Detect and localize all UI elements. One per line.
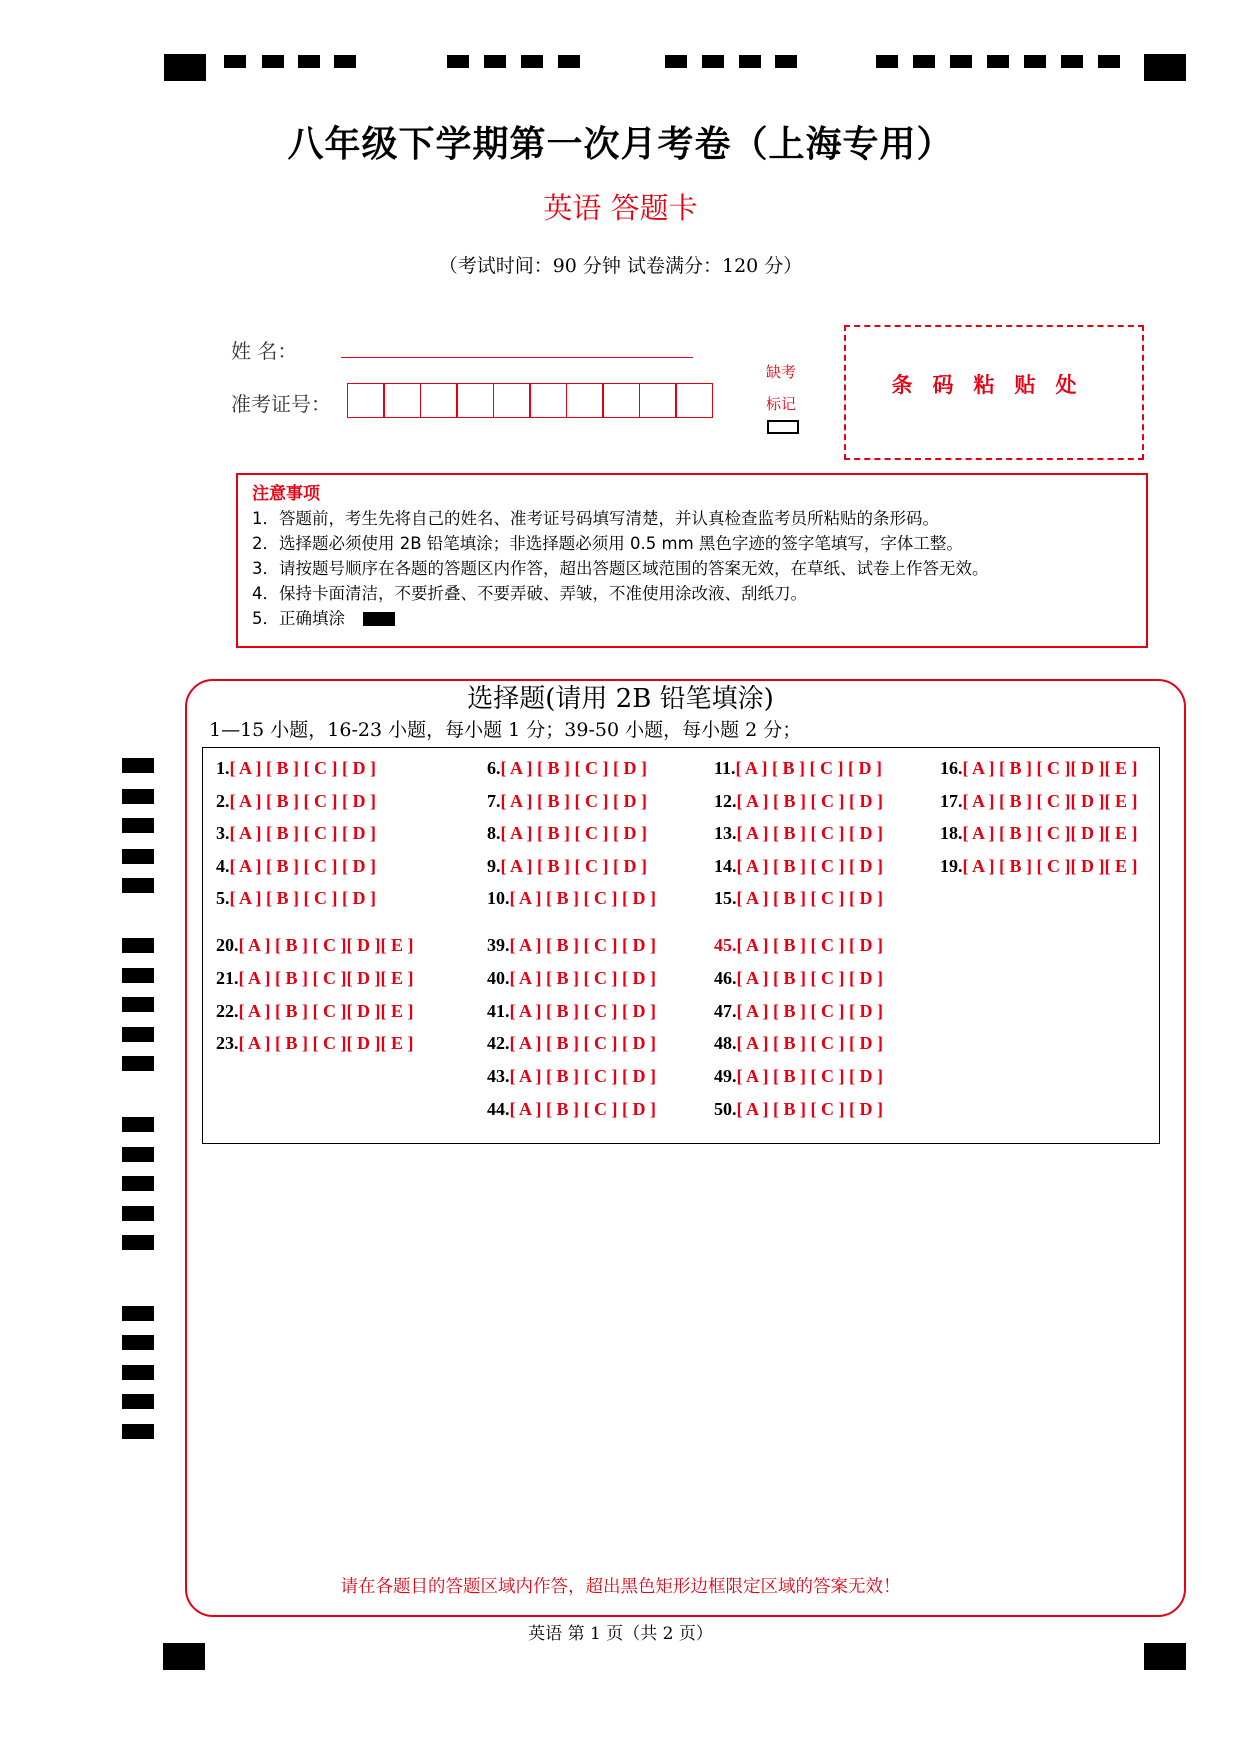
question-number: 9. bbox=[487, 856, 501, 876]
timing-mark bbox=[122, 1027, 154, 1042]
question-row[interactable] bbox=[216, 935, 413, 956]
timing-mark bbox=[913, 55, 935, 68]
answer-options[interactable]: [ A ] [ B ] [ C ][ D ][ E ] bbox=[962, 856, 1138, 876]
answer-options[interactable]: [ A ] [ B ] [ C ] [ D ] bbox=[736, 823, 883, 843]
id-digit-box[interactable] bbox=[456, 383, 494, 418]
question-row[interactable] bbox=[487, 791, 647, 812]
timing-mark bbox=[1098, 55, 1120, 68]
id-digit-box[interactable] bbox=[602, 383, 640, 418]
question-number: 49. bbox=[714, 1066, 737, 1086]
question-number: 43. bbox=[487, 1066, 510, 1086]
answer-options[interactable]: [ A ] [ B ] [ C ] [ D ] bbox=[736, 856, 883, 876]
question-row[interactable] bbox=[940, 823, 1137, 844]
timing-mark bbox=[1024, 55, 1046, 68]
answer-options[interactable]: [ A ] [ B ] [ C ] [ D ] bbox=[500, 856, 647, 876]
notice-title: 注意事项 bbox=[252, 484, 320, 504]
question-number: 4. bbox=[216, 856, 230, 876]
question-number: 47. bbox=[714, 1001, 737, 1021]
answer-options[interactable]: [ A ] [ B ] [ C ][ D ][ E ] bbox=[238, 935, 414, 955]
answer-options[interactable]: [ A ] [ B ] [ C ] [ D ] bbox=[736, 1001, 883, 1021]
notice-box bbox=[236, 473, 1148, 648]
corner-mark bbox=[1144, 54, 1186, 81]
question-number: 13. bbox=[714, 823, 737, 843]
timing-mark bbox=[334, 55, 356, 68]
question-row[interactable] bbox=[714, 1033, 883, 1054]
question-number: 10. bbox=[487, 888, 510, 908]
id-digit-box[interactable] bbox=[493, 383, 531, 418]
exam-info: （考试时间：90 分钟 试卷满分：120 分） bbox=[438, 255, 803, 277]
timing-mark bbox=[775, 55, 797, 68]
question-number: 22. bbox=[216, 1001, 239, 1021]
id-number-boxes[interactable] bbox=[348, 383, 713, 418]
timing-mark bbox=[122, 818, 154, 833]
question-row[interactable] bbox=[940, 856, 1137, 877]
question-row[interactable] bbox=[487, 758, 647, 779]
answer-options[interactable]: [ A ] [ B ] [ C ][ D ][ E ] bbox=[962, 823, 1138, 843]
answer-options[interactable]: [ A ] [ B ] [ C ] [ D ] bbox=[736, 1066, 883, 1086]
timing-mark bbox=[122, 1206, 154, 1221]
timing-mark bbox=[1061, 55, 1083, 68]
answer-options[interactable]: [ A ] [ B ] [ C ][ D ][ E ] bbox=[238, 1033, 414, 1053]
question-row[interactable] bbox=[216, 968, 413, 989]
timing-mark bbox=[122, 997, 154, 1012]
timing-mark bbox=[122, 1117, 154, 1132]
barcode-area bbox=[844, 325, 1144, 460]
timing-mark bbox=[702, 55, 724, 68]
timing-mark bbox=[122, 1365, 154, 1380]
question-row[interactable] bbox=[216, 823, 376, 844]
question-number: 21. bbox=[216, 968, 239, 988]
question-row[interactable] bbox=[714, 1066, 883, 1087]
id-label: 准考证号： bbox=[231, 392, 331, 416]
page-title: 八年级下学期第一次月考卷（上海专用） bbox=[287, 124, 954, 165]
question-row[interactable] bbox=[487, 856, 647, 877]
timing-mark bbox=[122, 1394, 154, 1409]
answer-options[interactable]: [ A ] [ B ] [ C ] [ D ] bbox=[509, 1099, 656, 1119]
id-digit-box[interactable] bbox=[639, 383, 677, 418]
notice-item: 5．正确填涂 bbox=[252, 609, 345, 628]
notice-item: 1．答题前，考生先将自己的姓名、准考证号码填写清楚，并认真检查监考员所粘贴的条形码。 bbox=[252, 509, 939, 528]
name-field[interactable] bbox=[341, 357, 693, 358]
timing-mark bbox=[262, 55, 284, 68]
timing-mark bbox=[558, 55, 580, 68]
question-number: 2. bbox=[216, 791, 230, 811]
question-row[interactable] bbox=[216, 1033, 413, 1054]
question-number: 1. bbox=[216, 758, 230, 778]
answer-options[interactable]: [ A ] [ B ] [ C ] [ D ] bbox=[736, 968, 883, 988]
answer-options[interactable]: [ A ] [ B ] [ C ] [ D ] bbox=[509, 935, 656, 955]
timing-mark bbox=[739, 55, 761, 68]
answer-options[interactable]: [ A ] [ B ] [ C ] [ D ] bbox=[736, 935, 883, 955]
timing-mark bbox=[122, 938, 154, 953]
timing-mark bbox=[122, 789, 154, 804]
id-digit-box[interactable] bbox=[420, 383, 458, 418]
answer-options[interactable]: [ A ] [ B ] [ C ] [ D ] bbox=[500, 791, 647, 811]
timing-mark bbox=[122, 849, 154, 864]
question-row[interactable] bbox=[714, 823, 883, 844]
answer-options[interactable]: [ A ] [ B ] [ C ][ D ][ E ] bbox=[962, 791, 1138, 811]
answer-options[interactable]: [ A ] [ B ] [ C ] [ D ] bbox=[736, 791, 883, 811]
question-row[interactable] bbox=[487, 935, 656, 956]
answer-options[interactable]: [ A ] [ B ] [ C ] [ D ] bbox=[229, 888, 376, 908]
barcode-label: 条码粘贴处 bbox=[891, 373, 1097, 397]
question-number: 44. bbox=[487, 1099, 510, 1119]
answer-options[interactable]: [ A ] [ B ] [ C ] [ D ] bbox=[736, 1033, 883, 1053]
section-subtitle: 1—15 小题，16-23 小题，每小题 1 分；39-50 小题，每小题 2 分； bbox=[209, 719, 802, 741]
question-number: 7. bbox=[487, 791, 501, 811]
question-number: 39. bbox=[487, 935, 510, 955]
question-number: 12. bbox=[714, 791, 737, 811]
corner-mark bbox=[1144, 1643, 1186, 1670]
answer-options[interactable]: [ A ] [ B ] [ C ][ D ][ E ] bbox=[238, 1001, 414, 1021]
question-number: 6. bbox=[487, 758, 501, 778]
question-row[interactable] bbox=[487, 1033, 656, 1054]
timing-mark bbox=[122, 1335, 154, 1350]
answer-options[interactable]: [ A ] [ B ] [ C ] [ D ] bbox=[735, 758, 882, 778]
question-number: 14. bbox=[714, 856, 737, 876]
answer-options[interactable]: [ A ] [ B ] [ C ] [ D ] bbox=[509, 1033, 656, 1053]
question-row[interactable] bbox=[216, 791, 376, 812]
timing-mark bbox=[484, 55, 506, 68]
question-number: 8. bbox=[487, 823, 501, 843]
question-row[interactable] bbox=[940, 758, 1137, 779]
question-row[interactable] bbox=[216, 856, 376, 877]
question-number: 19. bbox=[940, 856, 963, 876]
section-footer-note: 请在各题目的答题区域内作答，超出黑色矩形边框限定区域的答案无效！ bbox=[340, 1577, 901, 1597]
question-row[interactable] bbox=[714, 968, 883, 989]
answer-options[interactable]: [ A ] [ B ] [ C ] [ D ] bbox=[736, 1099, 883, 1119]
corner-mark bbox=[164, 54, 206, 81]
answer-options[interactable]: [ A ] [ B ] [ C ] [ D ] bbox=[500, 823, 647, 843]
timing-mark bbox=[298, 55, 320, 68]
timing-mark bbox=[122, 1424, 154, 1439]
question-row[interactable] bbox=[714, 758, 882, 779]
question-row[interactable] bbox=[714, 1099, 883, 1120]
timing-mark bbox=[950, 55, 972, 68]
answer-options[interactable]: [ A ] [ B ] [ C ] [ D ] bbox=[509, 968, 656, 988]
question-number: 46. bbox=[714, 968, 737, 988]
timing-mark bbox=[122, 758, 154, 773]
question-row[interactable] bbox=[714, 1001, 883, 1022]
question-number: 18. bbox=[940, 823, 963, 843]
section-title: 选择题(请用 2B 铅笔填涂) bbox=[467, 684, 774, 714]
question-number: 23. bbox=[216, 1033, 239, 1053]
answer-options[interactable]: [ A ] [ B ] [ C ] [ D ] bbox=[229, 856, 376, 876]
answer-options[interactable]: [ A ] [ B ] [ C ][ D ][ E ] bbox=[238, 968, 414, 988]
question-row[interactable] bbox=[714, 856, 883, 877]
notice-item: 4．保持卡面清洁，不要折叠、不要弄破、弄皱，不准使用涂改液、刮纸刀。 bbox=[252, 584, 807, 603]
answer-options[interactable]: [ A ] [ B ] [ C ] [ D ] bbox=[736, 888, 883, 908]
question-row[interactable] bbox=[714, 935, 883, 956]
question-number: 20. bbox=[216, 935, 239, 955]
question-number: 3. bbox=[216, 823, 230, 843]
answer-options[interactable]: [ A ] [ B ] [ C ] [ D ] bbox=[229, 791, 376, 811]
id-digit-box[interactable] bbox=[347, 383, 385, 418]
timing-mark bbox=[122, 1235, 154, 1250]
page-number: 英语 第 1 页（共 2 页） bbox=[528, 1624, 713, 1644]
question-number: 50. bbox=[714, 1099, 737, 1119]
timing-mark bbox=[122, 1176, 154, 1191]
timing-mark bbox=[876, 55, 898, 68]
timing-mark bbox=[447, 55, 469, 68]
question-row[interactable] bbox=[487, 1001, 656, 1022]
question-row[interactable] bbox=[714, 791, 883, 812]
question-number: 42. bbox=[487, 1033, 510, 1053]
absent-checkbox[interactable] bbox=[767, 420, 799, 434]
timing-mark bbox=[987, 55, 1009, 68]
question-number: 45. bbox=[714, 935, 737, 955]
answer-options[interactable]: [ A ] [ B ] [ C ] [ D ] bbox=[500, 758, 647, 778]
page-subtitle: 英语 答题卡 bbox=[543, 191, 698, 225]
question-number: 15. bbox=[714, 888, 737, 908]
absent-label: 缺考标记 bbox=[766, 363, 797, 413]
timing-mark bbox=[122, 878, 154, 893]
question-row[interactable] bbox=[216, 1001, 413, 1022]
id-digit-box[interactable] bbox=[675, 383, 713, 418]
question-row[interactable] bbox=[487, 823, 647, 844]
notice-item: 2．选择题必须使用 2B 铅笔填涂；非选择题必须用 0.5 mm 黑色字迹的签字笔填写，字体工整。 bbox=[252, 534, 963, 553]
corner-mark bbox=[163, 1643, 205, 1670]
question-number: 11. bbox=[714, 758, 736, 778]
timing-mark bbox=[122, 1056, 154, 1071]
answer-options[interactable]: [ A ] [ B ] [ C ] [ D ] bbox=[509, 1066, 656, 1086]
timing-mark bbox=[122, 968, 154, 983]
answer-options[interactable]: [ A ] [ B ] [ C ] [ D ] bbox=[229, 823, 376, 843]
question-row[interactable] bbox=[487, 1066, 656, 1087]
question-number: 17. bbox=[940, 791, 963, 811]
name-label: 姓 名： bbox=[231, 339, 298, 363]
timing-mark bbox=[665, 55, 687, 68]
id-digit-box[interactable] bbox=[529, 383, 567, 418]
timing-mark bbox=[521, 55, 543, 68]
question-number: 5. bbox=[216, 888, 230, 908]
question-row[interactable] bbox=[216, 758, 376, 779]
question-row[interactable] bbox=[487, 968, 656, 989]
question-number: 48. bbox=[714, 1033, 737, 1053]
answer-options[interactable]: [ A ] [ B ] [ C ][ D ][ E ] bbox=[962, 758, 1138, 778]
timing-mark bbox=[122, 1306, 154, 1321]
question-row[interactable] bbox=[216, 888, 376, 909]
question-number: 40. bbox=[487, 968, 510, 988]
id-digit-box[interactable] bbox=[383, 383, 421, 418]
sample-fill-mark bbox=[363, 612, 395, 626]
question-row[interactable] bbox=[714, 888, 883, 909]
question-row[interactable] bbox=[940, 791, 1137, 812]
timing-mark bbox=[224, 55, 246, 68]
question-row[interactable] bbox=[487, 888, 656, 909]
answer-options[interactable]: [ A ] [ B ] [ C ] [ D ] bbox=[509, 1001, 656, 1021]
notice-item: 3．请按题号顺序在各题的答题区内作答，超出答题区域范围的答案无效，在草纸、试卷上作答无效。 bbox=[252, 559, 989, 578]
question-row[interactable] bbox=[487, 1099, 656, 1120]
id-digit-box[interactable] bbox=[566, 383, 604, 418]
answer-options[interactable]: [ A ] [ B ] [ C ] [ D ] bbox=[509, 888, 656, 908]
question-number: 16. bbox=[940, 758, 963, 778]
question-number: 41. bbox=[487, 1001, 510, 1021]
timing-mark bbox=[122, 1147, 154, 1162]
answer-options[interactable]: [ A ] [ B ] [ C ] [ D ] bbox=[229, 758, 376, 778]
